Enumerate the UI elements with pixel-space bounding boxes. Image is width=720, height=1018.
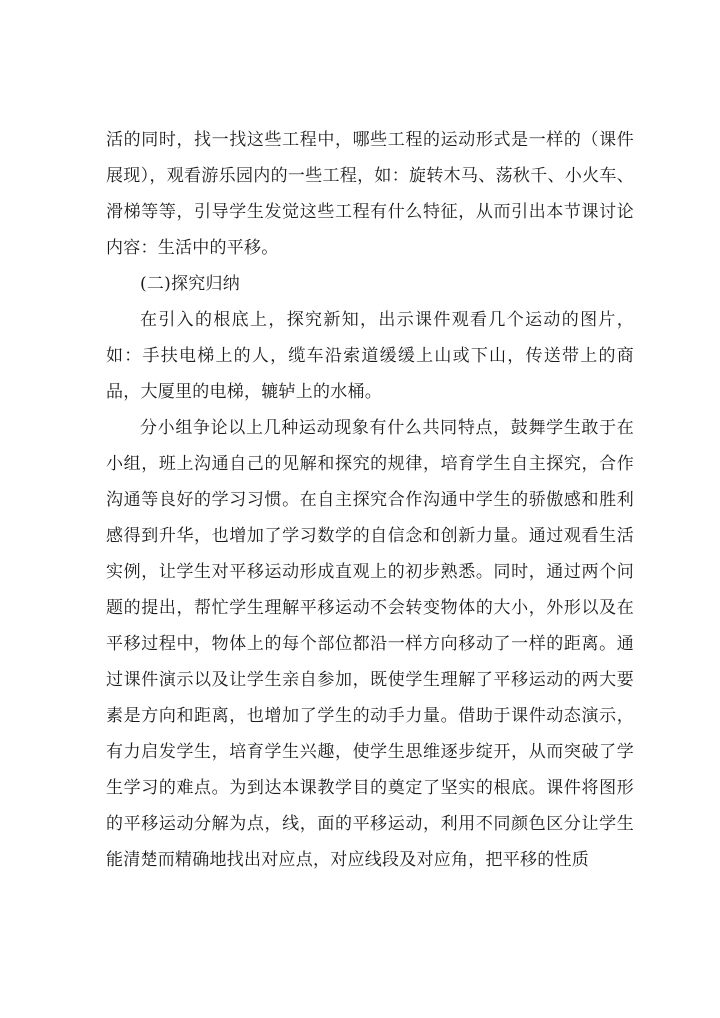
paragraph-group-discussion: 分小组争论以上几种运动现象有什么共同特点，鼓舞学生敢于在小组，班上沟通自己的见解和探究的规律，培育学生自主探究，合作沟通等良好的学习习惯。在自主探究合作沟通中学生的骄傲感和胜利感得到升华，也增加了学习数学的自信念和创新力量。通过观看生活实例，让学生对平移运动形成直观上的初步熟悉。同时，通过两个问题的提出，帮忙学生理解平移运动不会转变物体的大小，外形以及在平移过程中，物体上的每个部位都沿一样方向移动了一样的距离。通过课件演示以及让学生亲自参加，既使学生理解了平移运动的两大要素是方向和距离，也增加了学生的动手力量。借助于课件动态演示，有力启发学生，培育学生兴趣，使学生思维逐步绽开，从而突破了学生学习的难点。为到达本课教学目的奠定了坚实的根底。课件将图形的平移运动分解为点，线，面的平移运动，利用不同颜色区分让学生能清楚而精确地找出对应点，对应线段及对应角，把平移的性质: [106, 418, 634, 870]
section-heading: (二)探究归纳: [140, 274, 241, 294]
paragraph-exploration: 在引入的根底上，探究新知，出示课件观看几个运动的图片，如：手扶电梯上的人，缆车沿索道缓缓上山或下山，传送带上的商品，大厦里的电梯，辘轳上的水桶。: [106, 310, 634, 402]
body-text: [106, 122, 634, 878]
paragraph-intro-continuation: 活的同时，找一找这些工程中，哪些工程的运动形式是一样的（课件展现），观看游乐园内的一些工程，如：旋转木马、荡秋千、小火车、滑梯等等，引导学生发觉这些工程有什么特征，从而引出本节课讨论内容：生活中的平移。: [106, 130, 634, 258]
